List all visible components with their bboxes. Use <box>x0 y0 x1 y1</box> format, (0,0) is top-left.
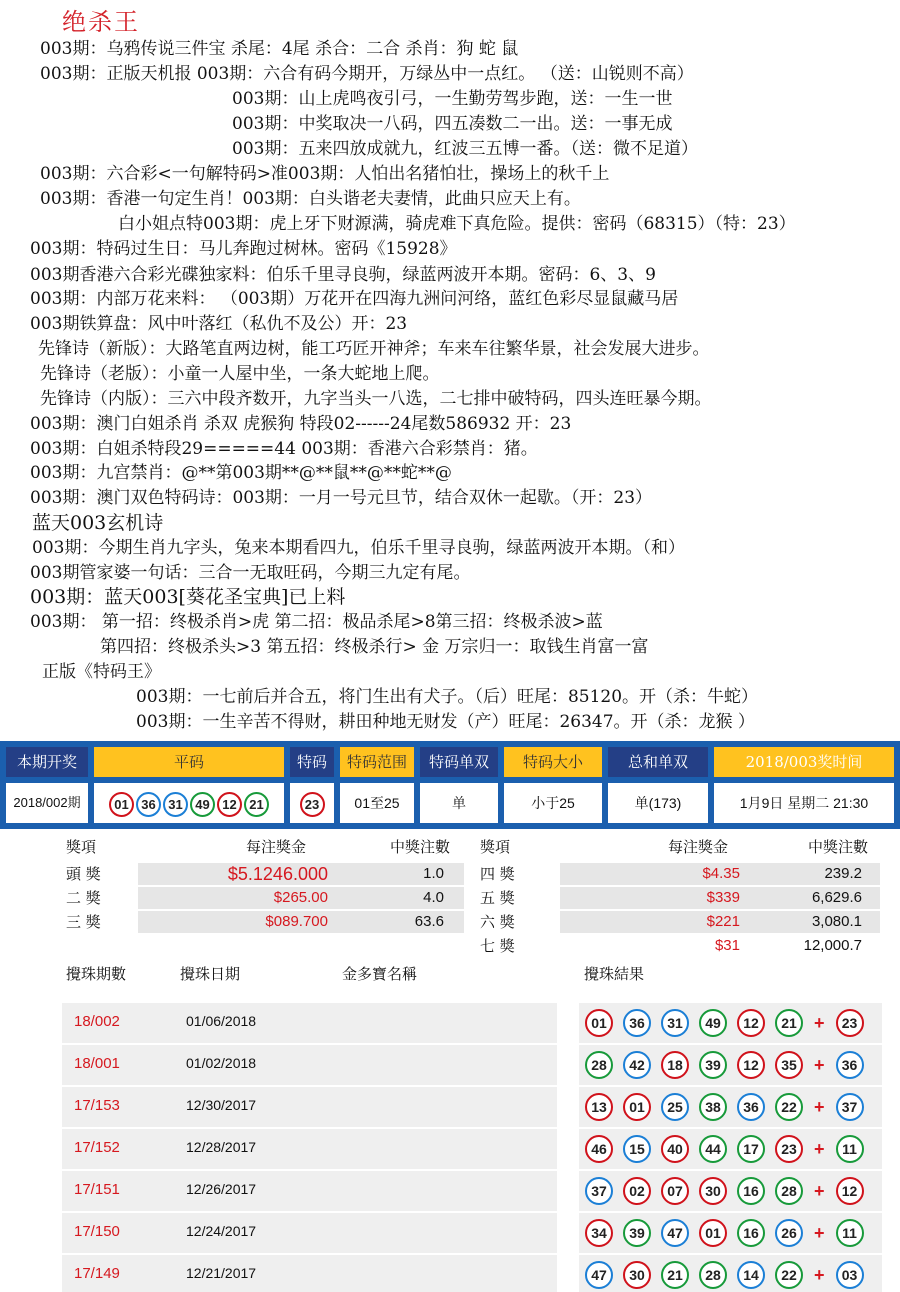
prize-name: 七 獎 <box>480 937 515 955</box>
result-ball: 01 <box>623 1093 651 1121</box>
history-date: 01/06/2018 <box>186 1013 257 1029</box>
history-header-jackpot: 金多寶名稱 <box>342 965 418 983</box>
prize-name: 六 獎 <box>480 913 515 931</box>
plus-sign: + <box>814 1264 825 1285</box>
result-ball: 28 <box>585 1051 613 1079</box>
history-balls <box>584 1009 873 1037</box>
regular-ball: 01 <box>109 792 134 817</box>
history-row <box>62 1045 882 1085</box>
result-ball: 21 <box>775 1009 803 1037</box>
special-result-ball: 37 <box>836 1093 864 1121</box>
history-balls <box>584 1177 873 1205</box>
result-ball: 12 <box>737 1051 765 1079</box>
header-regular-numbers: 平码 <box>94 747 284 777</box>
prediction-line: 003期：九宫禁肖：@**第003期**@**鼠**@**蛇**@ <box>30 463 452 483</box>
result-ball: 15 <box>623 1135 651 1163</box>
prediction-line: 先锋诗（新版）：大路笔直两边树，能工巧匠开神斧；车来车往繁华景，社会发展大进步。 <box>38 339 710 359</box>
history-balls <box>584 1219 873 1247</box>
header-special-range: 特码范围 <box>340 747 414 777</box>
history-date: 12/21/2017 <box>186 1265 257 1281</box>
result-ball: 16 <box>737 1177 765 1205</box>
prediction-line: 003期： 第一招：终极杀肖>虎 第二招：极品杀尾>8第三招：终极杀波>蓝 <box>30 612 603 632</box>
result-ball: 12 <box>737 1009 765 1037</box>
result-ball: 39 <box>623 1219 651 1247</box>
header-sum-odd-even: 总和单双 <box>608 747 708 777</box>
row-gap <box>557 1003 579 1043</box>
prize-header-count: 中獎注數 <box>390 839 451 856</box>
special-ball: 23 <box>300 792 325 817</box>
result-ball: 01 <box>699 1219 727 1247</box>
history-balls <box>584 1261 873 1289</box>
draw-result-table <box>0 741 900 829</box>
prediction-line: 003期：香港一句定生肖！003期：白头谐老夫妻情，此曲只应天上有。 <box>40 189 581 209</box>
result-ball: 44 <box>699 1135 727 1163</box>
prediction-line: 蓝天003玄机诗 <box>32 512 164 534</box>
prediction-line: 003期铁算盘：风中叶落红（私仇不及公）开：23 <box>30 314 408 334</box>
regular-ball: 31 <box>163 792 188 817</box>
result-ball: 23 <box>775 1135 803 1163</box>
row-gap <box>557 1087 579 1127</box>
result-ball: 39 <box>699 1051 727 1079</box>
history-row <box>62 1087 882 1127</box>
result-ball: 36 <box>737 1093 765 1121</box>
header-special-size: 特码大小 <box>504 747 602 777</box>
history-period: 17/149 <box>74 1265 120 1282</box>
prediction-line: 003期：澳门白姐杀肖 杀双 虎猴狗 特段02------24尾数586932 开：23 <box>30 414 572 434</box>
prediction-line: 003期：山上虎鸣夜引弓，一生勤劳驾步跑，送：一生一世 <box>232 89 673 109</box>
regular-ball: 49 <box>190 792 215 817</box>
result-ball: 13 <box>585 1093 613 1121</box>
prediction-line: 003期：正版天机报 003期：六合有码今期开，万绿丛中一点红。 （送：山锐则不高） <box>40 64 694 84</box>
result-ball: 01 <box>585 1009 613 1037</box>
result-ball: 31 <box>661 1009 689 1037</box>
prize-name: 三 獎 <box>66 913 101 931</box>
prediction-line: 正版《特码王》 <box>42 662 161 682</box>
result-ball: 40 <box>661 1135 689 1163</box>
result-ball: 17 <box>737 1135 765 1163</box>
history-header-date: 攪珠日期 <box>180 965 241 983</box>
prize-header-amount-right: 每注獎金 <box>668 839 729 856</box>
prediction-line: 先锋诗（老版）：小童一人屋中坐，一条大蛇地上爬。 <box>40 364 440 384</box>
prize-header-count-right: 中獎注數 <box>808 839 869 856</box>
history-row <box>62 1003 882 1043</box>
prize-count: 239.2 <box>824 865 862 882</box>
prediction-line: 003期香港六合彩光碟独家料：伯乐千里寻良驹，绿蓝两波开本期。密码：6、3、9 <box>30 265 656 285</box>
special-size: 小于25 <box>504 783 602 823</box>
result-ball: 49 <box>699 1009 727 1037</box>
plus-sign: + <box>814 1096 825 1117</box>
special-number <box>290 783 334 823</box>
special-result-ball: 11 <box>836 1135 864 1163</box>
result-ball: 21 <box>661 1261 689 1289</box>
result-ball: 30 <box>699 1177 727 1205</box>
history-period: 17/150 <box>74 1223 120 1240</box>
history-header-result: 攪珠結果 <box>584 965 645 983</box>
prize-amount: $221 <box>706 913 740 930</box>
history-date: 01/02/2018 <box>186 1055 257 1071</box>
prediction-line: 003期：澳门双色特码诗：003期：一月一号元旦节，结合双休一起歇。（开：23） <box>30 488 653 508</box>
history-balls <box>584 1135 873 1163</box>
result-ball: 34 <box>585 1219 613 1247</box>
prize-amount: $31 <box>714 937 740 954</box>
history-date: 12/28/2017 <box>186 1139 257 1155</box>
prediction-line: 003期：今期生肖九字头，兔来本期看四九，伯乐千里寻良驹，绿蓝两波开本期。（和） <box>32 538 685 558</box>
result-ball: 16 <box>737 1219 765 1247</box>
prize-count: 4.0 <box>423 889 444 906</box>
regular-ball: 12 <box>217 792 242 817</box>
prediction-line: 003期：一七前后并合五，将门生出有犬子。（后）旺尾：85120。开（杀：牛蛇） <box>136 687 759 707</box>
header-next-draw-time: 2018/003奖时间 <box>714 747 894 777</box>
regular-ball: 36 <box>136 792 161 817</box>
regular-numbers <box>94 783 284 823</box>
row-gap <box>557 1129 579 1169</box>
prize-amount: $4.35 <box>702 865 740 882</box>
draw-issue: 2018/002期 <box>6 783 88 823</box>
result-ball: 28 <box>775 1177 803 1205</box>
history-row <box>62 1129 882 1169</box>
result-ball: 47 <box>661 1219 689 1247</box>
result-ball: 22 <box>775 1261 803 1289</box>
result-ball: 22 <box>775 1093 803 1121</box>
plus-sign: + <box>814 1222 825 1243</box>
prediction-line: 003期：蓝天003[葵花圣宝典]已上料 <box>30 586 346 608</box>
special-result-ball: 11 <box>836 1219 864 1247</box>
row-gap <box>557 1045 579 1085</box>
page-title: 绝杀王 <box>62 8 140 36</box>
special-result-ball: 03 <box>836 1261 864 1289</box>
prediction-line: 第四招：终极杀头>3 第五招：终极杀行> 金 万宗归一：取钱生肖富一富 <box>100 637 649 657</box>
prediction-line: 白小姐点特003期：虎上牙下财源满，骑虎难下真危险。提供：密码（68315）（特：23） <box>118 214 796 234</box>
result-ball: 26 <box>775 1219 803 1247</box>
prize-count: 63.6 <box>414 913 444 930</box>
history-date: 12/30/2017 <box>186 1097 257 1113</box>
prize-header-name: 獎項 <box>66 839 97 856</box>
prize-count: 3,080.1 <box>811 913 862 930</box>
result-ball: 07 <box>661 1177 689 1205</box>
history-row <box>62 1171 882 1211</box>
history-header-period: 攪珠期數 <box>66 965 127 983</box>
history-row <box>62 1213 882 1253</box>
sum-odd-even: 单(173) <box>608 783 708 823</box>
history-balls <box>584 1093 873 1121</box>
prediction-line: 003期：内部万花来料： （003期）万花开在四海九洲问河络，蓝红色彩尽显鼠藏马居 <box>30 289 679 309</box>
history-date: 12/24/2017 <box>186 1223 257 1239</box>
prediction-line: 003期：白姐杀特段29=====44 003期：香港六合彩禁肖：猪。 <box>30 439 538 459</box>
plus-sign: + <box>814 1012 825 1033</box>
prediction-line: 003期：乌鸦传说三件宝 杀尾：4尾 杀合：二合 杀肖：狗 蛇 鼠 <box>40 39 519 59</box>
result-ball: 18 <box>661 1051 689 1079</box>
header-current-draw: 本期开奖 <box>6 747 88 777</box>
result-ball: 37 <box>585 1177 613 1205</box>
history-period: 18/001 <box>74 1055 120 1072</box>
result-ball: 25 <box>661 1093 689 1121</box>
row-gap <box>557 1213 579 1253</box>
plus-sign: + <box>814 1138 825 1159</box>
header-special-number: 特码 <box>290 747 334 777</box>
special-range: 01至25 <box>340 783 414 823</box>
header-special-odd-even: 特码单双 <box>420 747 498 777</box>
result-ball: 30 <box>623 1261 651 1289</box>
row-gap <box>557 1255 579 1292</box>
result-ball: 14 <box>737 1261 765 1289</box>
prize-amount: $265.00 <box>273 889 328 906</box>
prize-count: 6,629.6 <box>811 889 862 906</box>
history-balls <box>584 1051 873 1079</box>
prize-name: 頭 獎 <box>66 865 101 883</box>
row-gap <box>557 1171 579 1211</box>
history-period: 17/152 <box>74 1139 120 1156</box>
prize-count: 12,000.7 <box>803 937 862 954</box>
prize-count: 1.0 <box>423 865 444 882</box>
plus-sign: + <box>814 1054 825 1075</box>
prediction-line: 003期：中奖取决一八码，四五凑数二一出。送：一事无成 <box>232 114 673 134</box>
result-ball: 38 <box>699 1093 727 1121</box>
result-ball: 47 <box>585 1261 613 1289</box>
plus-sign: + <box>814 1180 825 1201</box>
next-draw-time: 1月9日 星期二 21:30 <box>714 783 894 823</box>
prediction-line: 003期：特码过生日：马儿奔跑过树林。密码《15928》 <box>30 239 457 259</box>
prediction-line: 003期：五来四放成就九，红波三五博一番。（送：微不足道） <box>232 139 698 159</box>
prize-amount: $5.1246.000 <box>227 864 328 884</box>
history-period: 17/151 <box>74 1181 120 1198</box>
result-ball: 46 <box>585 1135 613 1163</box>
history-period: 17/153 <box>74 1097 120 1114</box>
prize-header-amount: 每注獎金 <box>246 839 307 856</box>
prize-amount: $089.700 <box>265 913 328 930</box>
result-ball: 35 <box>775 1051 803 1079</box>
prize-table <box>0 835 900 960</box>
result-ball: 02 <box>623 1177 651 1205</box>
result-ball: 28 <box>699 1261 727 1289</box>
special-result-ball: 36 <box>836 1051 864 1079</box>
prize-header-name-right: 獎項 <box>480 839 511 856</box>
special-result-ball: 23 <box>836 1009 864 1037</box>
history-row <box>62 1255 882 1292</box>
prize-amount: $339 <box>706 889 740 906</box>
prediction-line: 003期：六合彩<一句解特码>准003期：人怕出名猪怕壮，操场上的秋千上 <box>40 164 610 184</box>
history-period: 18/002 <box>74 1013 120 1030</box>
result-ball: 36 <box>623 1009 651 1037</box>
prediction-line: 先锋诗（内版）：三六中段齐数开，九字当头一八选，二七排中破特码，四头连旺暴今期。 <box>40 389 712 409</box>
prediction-line: 003期管家婆一句话：三合一无取旺码，今期三九定有尾。 <box>30 563 471 583</box>
special-odd-even: 单 <box>420 783 498 823</box>
prediction-line: 003期：一生辛苦不得财，耕田种地无财发（产）旺尾：26347。开（杀：龙猴 ） <box>136 712 755 732</box>
history-date: 12/26/2017 <box>186 1181 257 1197</box>
prize-name: 四 獎 <box>480 865 515 883</box>
result-ball: 42 <box>623 1051 651 1079</box>
prize-name: 五 獎 <box>480 889 515 907</box>
regular-ball: 21 <box>244 792 269 817</box>
special-result-ball: 12 <box>836 1177 864 1205</box>
prize-name: 二 獎 <box>66 889 101 907</box>
